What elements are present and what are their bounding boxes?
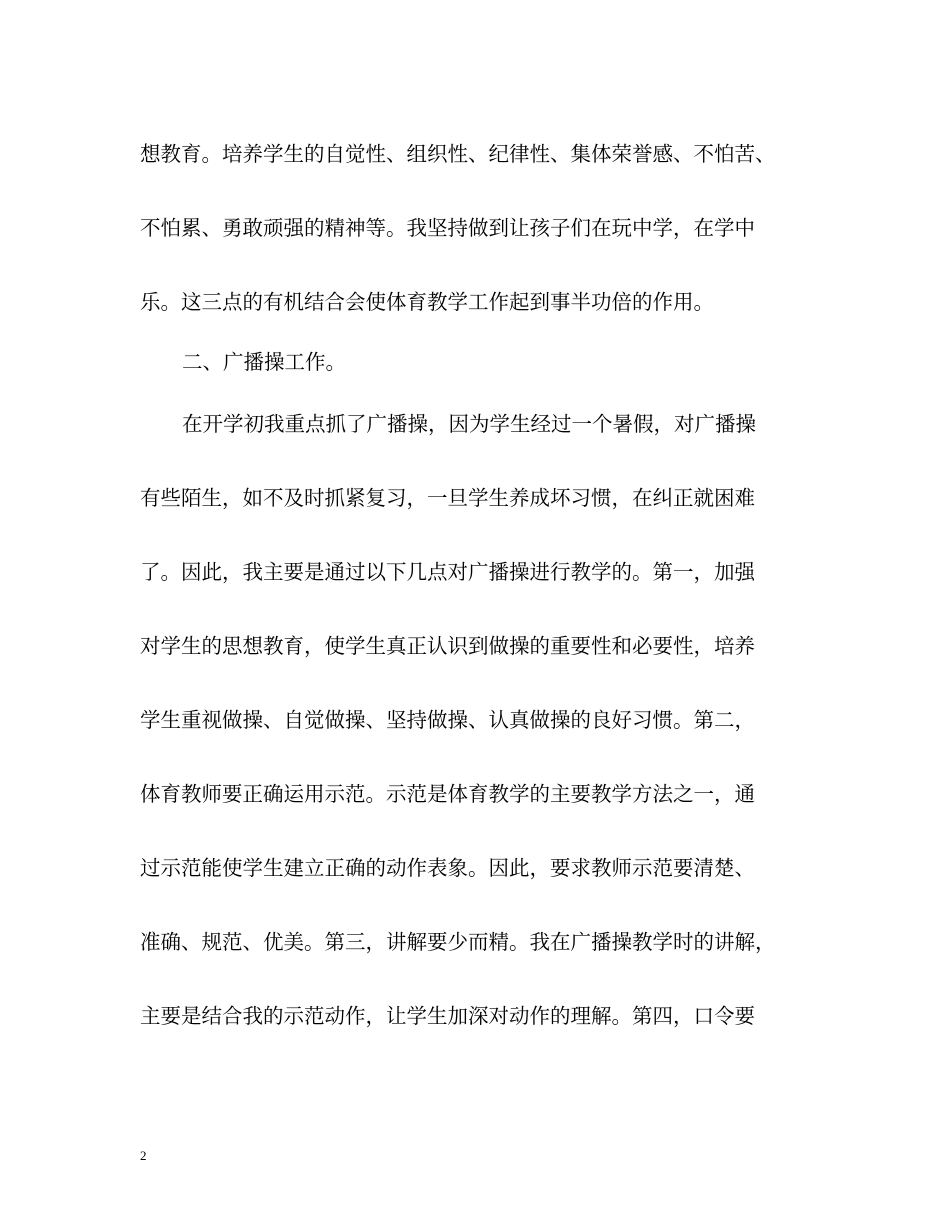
paragraph-line-5: 在开学初我重点抓了广播操，因为学生经过一个暑假，对广播操 — [182, 412, 756, 436]
paragraph-line-3: 乐。这三点的有机结合会使体育教学工作起到事半功倍的作用。 — [140, 290, 714, 314]
paragraph-line-10: 体育教师要正确运用示范。示范是体育教学的主要教学方法之一，通 — [140, 782, 755, 806]
paragraph-line-13: 主要是结合我的示范动作，让学生加深对动作的理解。第四，口令要 — [140, 1004, 755, 1028]
paragraph-line-9: 学生重视做操、自觉做操、坚持做操、认真做操的良好习惯。第二， — [140, 708, 755, 732]
section-heading: 二、广播操工作。 — [182, 350, 346, 374]
paragraph-line-1: 想教育。培养学生的自觉性、组织性、纪律性、集体荣誉感、不怕苦、 — [140, 142, 776, 166]
page-number: 2 — [140, 1148, 147, 1163]
paragraph-line-8: 对学生的思想教育，使学生真正认识到做操的重要性和必要性，培养 — [140, 634, 755, 658]
paragraph-line-6: 有些陌生，如不及时抓紧复习，一旦学生养成坏习惯，在纠正就困难 — [140, 486, 755, 510]
paragraph-line-7: 了。因此，我主要是通过以下几点对广播操进行教学的。第一，加强 — [140, 560, 755, 584]
paragraph-line-12: 准确、规范、优美。第三，讲解要少而精。我在广播操教学时的讲解， — [140, 930, 776, 954]
paragraph-line-2: 不怕累、勇敢顽强的精神等。我坚持做到让孩子们在玩中学，在学中 — [140, 216, 755, 240]
paragraph-line-11: 过示范能使学生建立正确的动作表象。因此，要求教师示范要清楚、 — [140, 856, 755, 880]
